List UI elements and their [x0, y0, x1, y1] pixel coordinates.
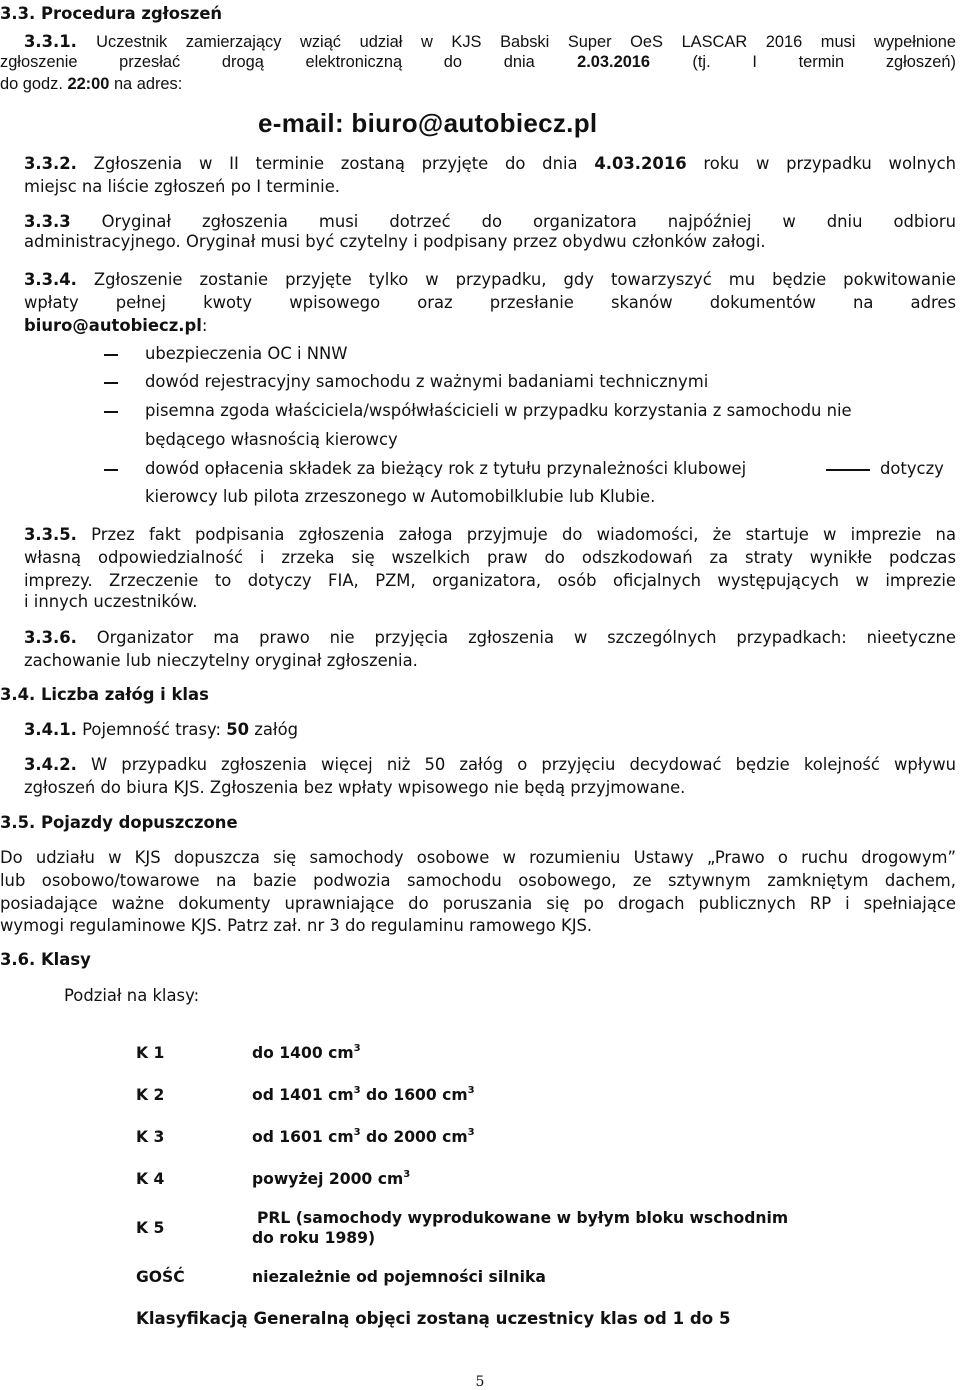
desc-text: od 1601 cm: [252, 1128, 354, 1146]
deadline-date: 4.03.2016: [594, 154, 687, 173]
para-text: do godz.: [0, 75, 63, 93]
list-item-tail: dotyczy: [880, 459, 944, 478]
para-text: Uczestnik zamierzający wziąć udział w KJS Babski Super OeS LASCAR 2016 musi wypełnione: [96, 33, 956, 51]
class-name: K 1: [136, 1044, 165, 1062]
para-3-3-5-line-3: imprezy. Zrzeczenie to dotyczy FIA, PZM, organizatora, osób oficjalnych występujących w imprezie: [24, 571, 956, 590]
superscript: 3: [467, 1127, 475, 1138]
class-name: GOŚĆ: [136, 1268, 185, 1286]
para-3-4-2-line-2: zgłoszeń do biura KJS. Zgłoszenia bez wpłaty wpisowego nie będą przyjmowane.: [24, 778, 686, 797]
para-3-5-line-1: Do udziału w KJS dopuszcza się samochody osobowe w rozumieniu Ustawy „Prawo o ruchu drogowym”: [0, 848, 956, 867]
email-heading: e-mail: biuro@autobiecz.pl: [258, 108, 598, 138]
table-row: [117, 1158, 822, 1200]
para-3-3-5-line-4: i innych uczestników.: [24, 592, 198, 611]
para-3-5-line-4: wymogi regulaminowe KJS. Patrz zał. nr 3 do regulaminu ramowego KJS.: [0, 916, 593, 935]
para-text: roku w przypadku wolnych: [703, 154, 957, 173]
para-3-3-6-line-1: [24, 628, 956, 648]
para-number: 3.3.1.: [24, 32, 77, 51]
para-text: zgłoszenie przesłać drogą elektroniczną do dnia: [0, 53, 535, 71]
para-3-3-6-line-2: zachowanie lub nieczytelny oryginał zgłoszenia.: [24, 651, 418, 670]
superscript: 3: [353, 1043, 361, 1054]
para-3-3-1-line-3: [0, 74, 182, 94]
para-text: Oryginał zgłoszenia musi dotrzeć do organizatora najpóźniej w dniu odbioru: [101, 212, 956, 231]
desc-text: do 1400 cm: [252, 1044, 354, 1062]
para-3-3-5-line-2: własną odpowiedzialność i zrzeka się wszelkich praw do odszkodowań za straty wynikłe podczas: [24, 548, 956, 567]
class-name: K 3: [136, 1128, 165, 1146]
superscript: 3: [353, 1085, 361, 1096]
para-number: 3.3.4.: [24, 270, 77, 289]
classes-table: [117, 1032, 822, 1338]
para-3-5-line-3: posiadające ważne dokumenty uprawniające do poruszania się po drogach publicznych RP i spełniające: [0, 894, 956, 913]
capacity-value: 50: [226, 720, 250, 739]
para-3-4-1: [24, 720, 298, 740]
para-3-3-4-line-2: wpłaty pełnej kwoty wpisowego oraz przesłanie skanów dokumentów na adres: [24, 293, 956, 312]
para-number: 3.4.2.: [24, 755, 77, 774]
class-description: [252, 1074, 822, 1116]
para-text: W przypadku zgłoszenia więcej niż 50 załóg o przyjęciu decydować będzie kolejność wpływu: [91, 755, 956, 774]
class-description: [252, 1158, 822, 1200]
dash-bullet: [104, 469, 118, 471]
para-text: Przez fakt podpisania zgłoszenia załoga przyjmuje do wiadomości, że startuje w imprezie na: [91, 525, 956, 544]
table-row: [117, 1200, 822, 1256]
table-footer-row: [117, 1298, 822, 1338]
list-item: pisemna zgoda właściciela/współwłaścicieli w przypadku korzystania z samochodu nie: [145, 401, 852, 420]
para-number: 3.3.5.: [24, 525, 77, 544]
table-row: [117, 1032, 822, 1074]
class-description: [252, 1116, 822, 1158]
long-dash: [826, 469, 870, 471]
para-number: 3.3.2.: [24, 154, 77, 173]
desc-text: do roku 1989): [252, 1229, 376, 1247]
class-description: [252, 1200, 822, 1256]
para-3-3-5-line-1: [24, 525, 956, 545]
list-item-continued: będącego własnością kierowcy: [145, 430, 398, 449]
class-description: niezależnie od pojemności silnika: [252, 1268, 546, 1286]
classification-note: Klasyfikacją Generalną objęci zostaną uczestnicy klas od 1 do 5: [136, 1308, 731, 1328]
superscript: 3: [467, 1085, 475, 1096]
desc-text: PRL (samochody wyprodukowane w byłym bloku wschodnim: [257, 1209, 789, 1227]
section-heading-3-6: 3.6. Klasy: [0, 950, 91, 969]
class-name: K 5: [136, 1219, 165, 1237]
section-heading-3-3: 3.3. Procedura zgłoszeń: [0, 4, 223, 23]
dash-bullet: [104, 411, 118, 413]
class-name: K 4: [136, 1170, 165, 1188]
para-3-3-2-line-2: miejsc na liście zgłoszeń po I terminie.: [24, 177, 340, 196]
para-number: 3.4.1.: [24, 720, 77, 739]
para-text: Zgłoszenia w II terminie zostaną przyjęte do dnia: [93, 154, 578, 173]
para-number: 3.3.3: [24, 212, 71, 231]
class-description: [252, 1032, 822, 1074]
desc-text: do 1600 cm: [360, 1086, 468, 1104]
para-text: (tj. I termin zgłoszeń): [692, 53, 956, 71]
para-3-3-2-line-1: [24, 154, 956, 174]
dash-bullet: [104, 354, 118, 356]
para-3-3-1-line-2: [0, 52, 956, 72]
section-heading-3-5: 3.5. Pojazdy dopuszczone: [0, 813, 238, 832]
deadline-date: 2.03.2016: [577, 53, 651, 71]
para-3-3-3-line-1: [24, 212, 956, 232]
list-item-continued: kierowcy lub pilota zrzeszonego w Automobilklubie lub Klubie.: [145, 487, 656, 506]
para-text: Pojemność trasy:: [82, 720, 222, 739]
para-text: Organizator ma prawo nie przyjęcia zgłoszenia w szczególnych przypadkach: nieetyczne: [96, 628, 956, 647]
table-row: [117, 1074, 822, 1116]
table-row: [117, 1116, 822, 1158]
para-3-3-1-line-1: [24, 32, 956, 52]
para-3-3-4-line-1: [24, 270, 956, 290]
section-heading-3-4: 3.4. Liczba załóg i klas: [0, 685, 209, 704]
para-text: załóg: [254, 720, 299, 739]
para-3-4-2-line-1: [24, 755, 956, 775]
desc-text: do 2000 cm: [360, 1128, 468, 1146]
list-item: dowód opłacenia składek za bieżący rok z tytułu przynależności klubowej: [145, 459, 747, 478]
para-text: :: [201, 316, 208, 335]
desc-text: od 1401 cm: [252, 1086, 354, 1104]
deadline-time: 22:00: [67, 75, 110, 93]
superscript: 3: [403, 1169, 411, 1180]
list-item: dowód rejestracyjny samochodu z ważnymi badaniami technicznymi: [145, 372, 709, 391]
page-number: 5: [475, 1374, 485, 1390]
dash-bullet: [104, 382, 118, 384]
para-3-5-line-2: lub osobowo/towarowe na bazie podwozia samochodu osobowego, ze sztywnym zamkniętym dachem,: [0, 871, 956, 890]
classes-intro: Podział na klasy:: [64, 986, 200, 1005]
para-text: Zgłoszenie zostanie przyjęte tylko w przypadku, gdy towarzyszyć mu będzie pokwitowanie: [93, 270, 956, 289]
para-3-3-3-line-2: administracyjnego. Oryginał musi być czytelny i podpisany przez obydwu członków załogi.: [24, 232, 766, 251]
email-address: biuro@autobiecz.pl: [24, 316, 202, 335]
para-number: 3.3.6.: [24, 628, 77, 647]
para-text: na adres:: [113, 75, 183, 93]
desc-text: powyżej 2000 cm: [252, 1170, 404, 1188]
superscript: 3: [353, 1127, 361, 1138]
para-3-3-4-line-3: [24, 316, 207, 336]
class-name: K 2: [136, 1086, 165, 1104]
table-row: [117, 1256, 822, 1298]
list-item: ubezpieczenia OC i NNW: [145, 344, 348, 363]
